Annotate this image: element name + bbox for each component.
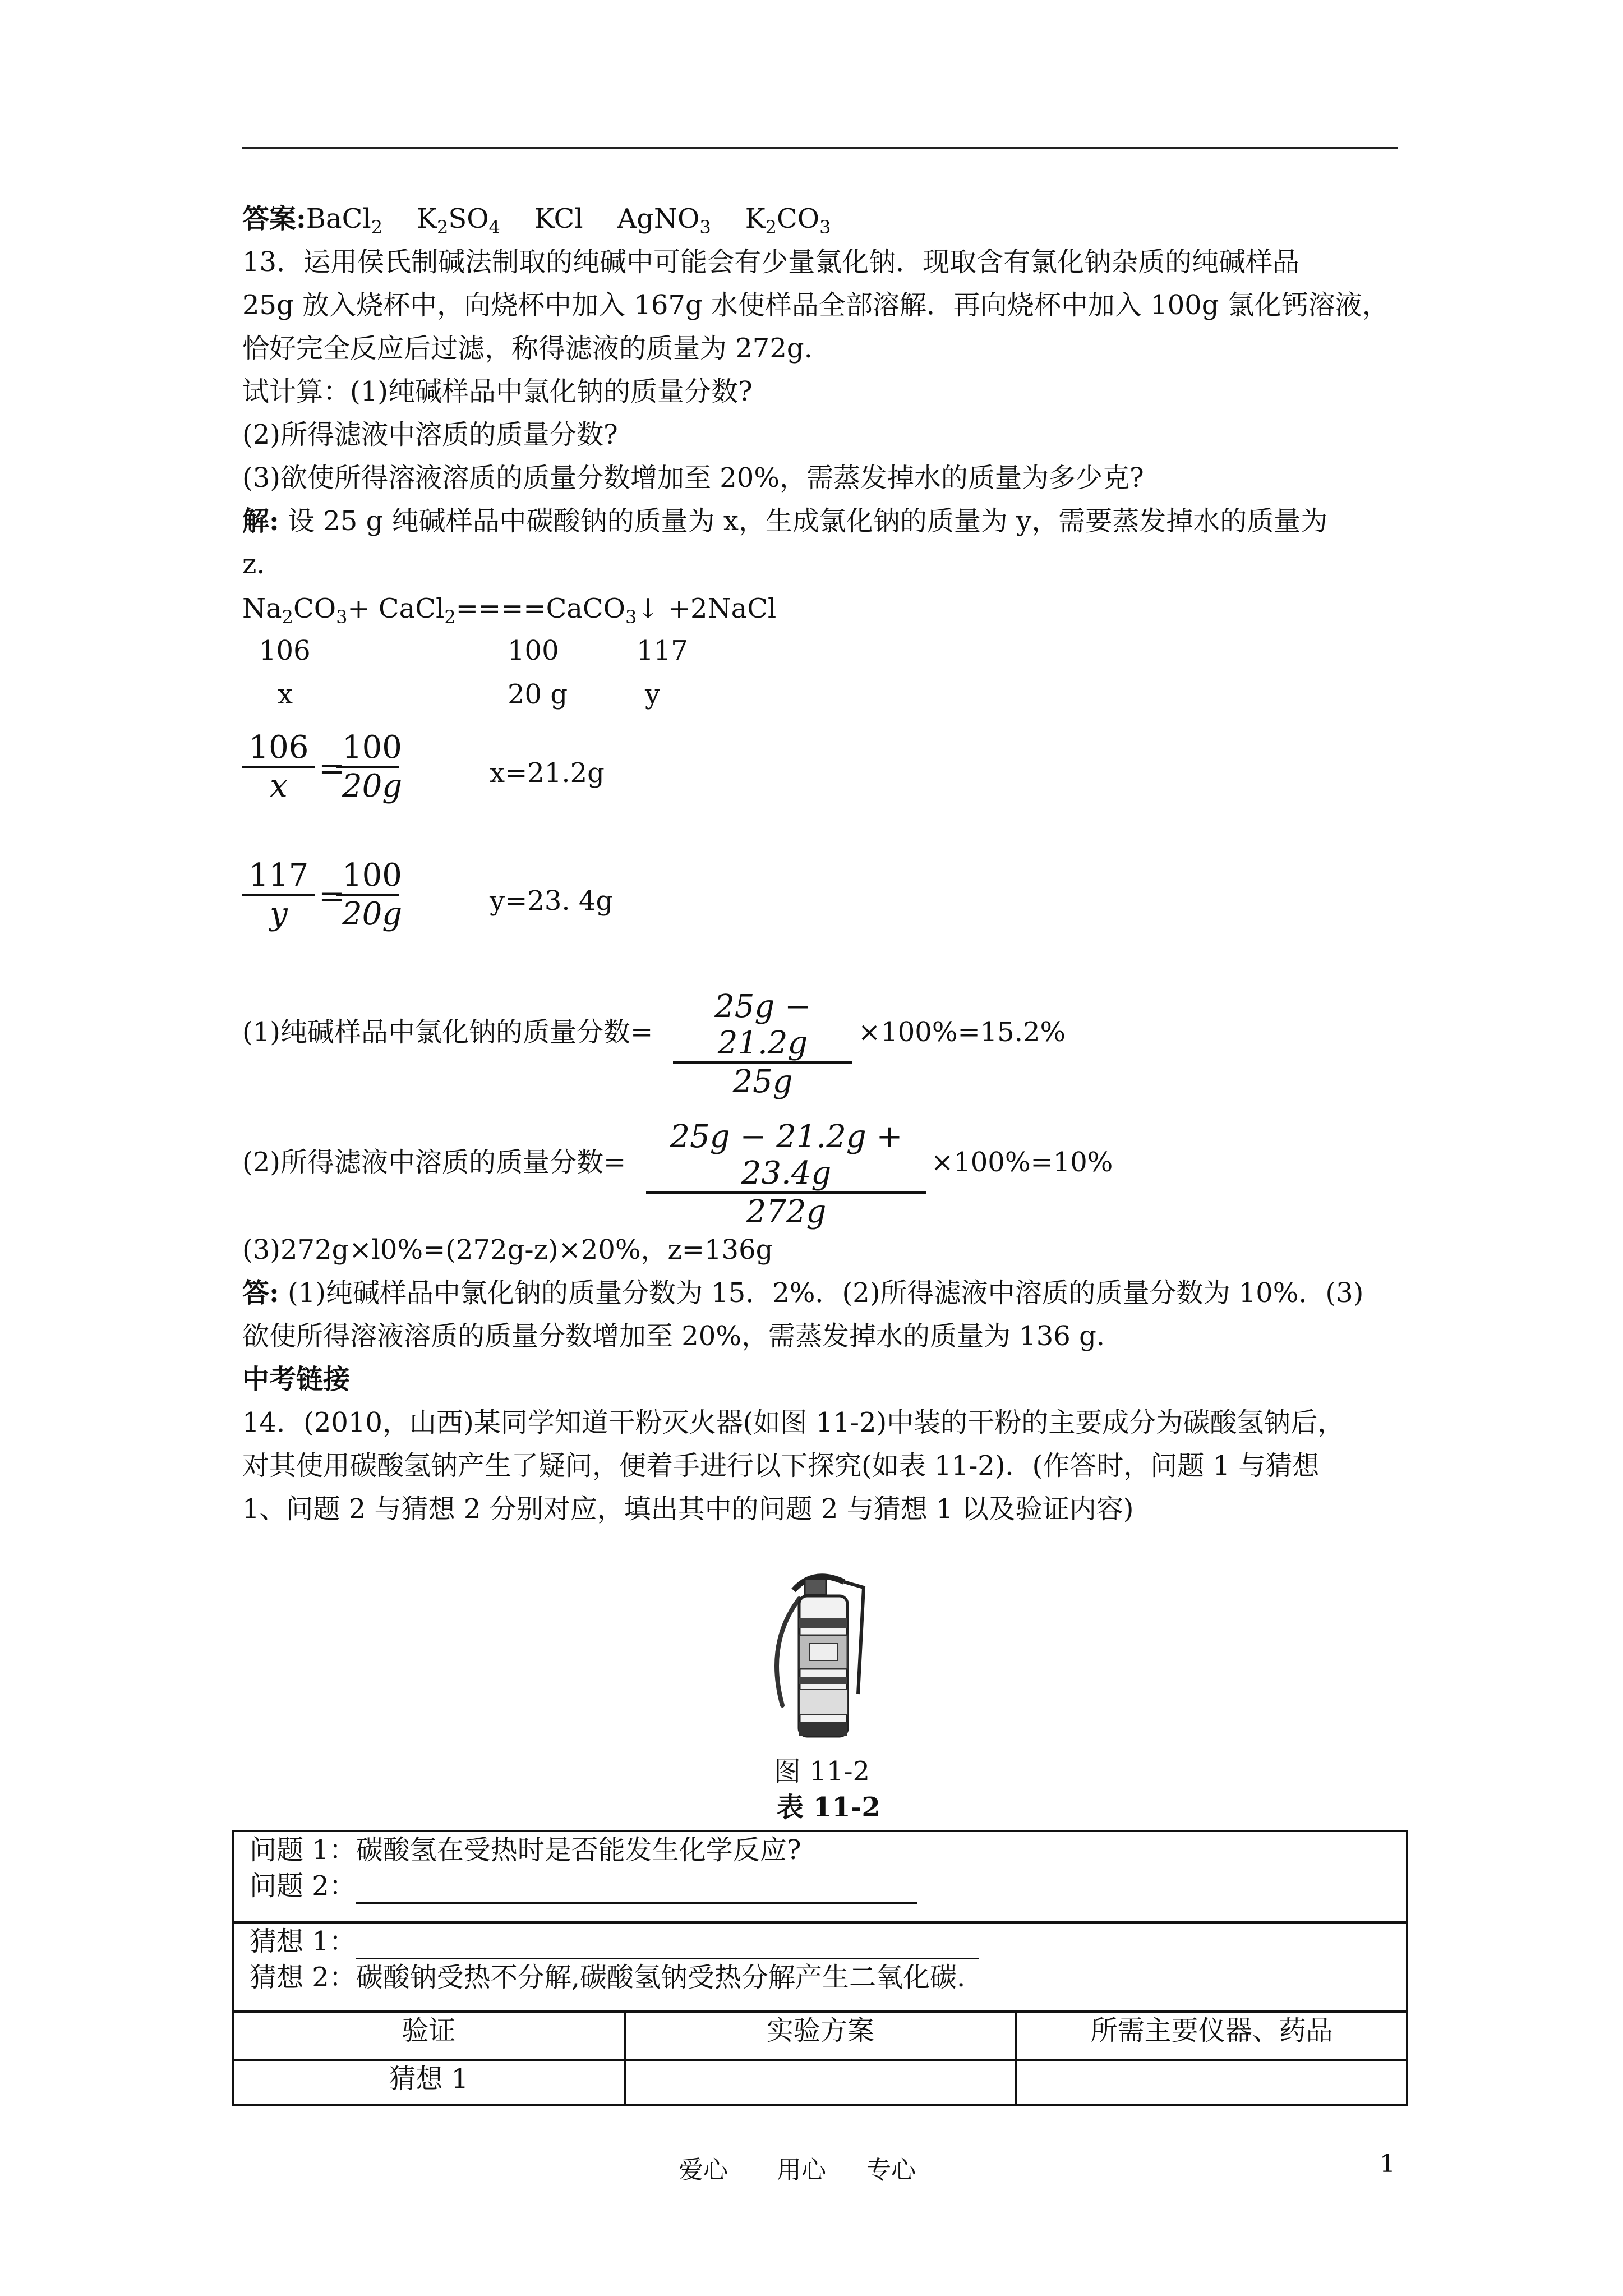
var-x: x <box>278 679 293 710</box>
q13-line3: 恰好完全反应后过滤，称得滤液的质量为 272g. <box>242 333 813 364</box>
result-x: x=21.2g <box>490 757 605 789</box>
fraction-117-over-y: $\frac{117}{y}$ <box>242 857 315 932</box>
q13-line1: 13．运用侯氏制碱法制取的纯碱中可能会有少量氯化钠．现取含有氯化钠杂质的纯碱样品 <box>242 246 1300 278</box>
fraction-100-over-20g: $\frac{100}{20g}$ <box>336 729 399 804</box>
final-answer-line1: 答: (1)纯碱样品中氯化钠的质量分数为 15．2%．(2)所得滤液中溶质的质量分数为 10%．(3) <box>242 1277 1364 1309</box>
equals-sign: = <box>319 751 345 787</box>
guess-2: 猜想 2：碳酸钠受热不分解,碳酸氢钠受热分解产生二氧化碳. <box>250 1962 966 1993</box>
guess-1-label: 猜想 1： <box>250 1926 356 1957</box>
guess-1-row <box>250 1924 1390 1959</box>
question-2-label: 问题 2： <box>250 1870 356 1902</box>
guess-cell <box>233 1922 1407 2012</box>
fire-extinguisher-illustration <box>760 1565 872 1745</box>
solution-line2: z. <box>242 549 265 580</box>
q14-line2: 对其使用碳酸氢钠产生了疑问，便着手进行以下探究(如表 11-2)．(作答时，问题 1 与猜想 <box>242 1450 1320 1481</box>
answer-label: 答案: <box>242 203 306 234</box>
mass-117: 117 <box>637 635 688 666</box>
section-title: 中考链接 <box>242 1364 351 1395</box>
equals-sign: = <box>319 878 345 915</box>
footer-motto-1: 爱心 <box>679 2156 728 2184</box>
question-cell <box>233 1831 1407 1922</box>
table-title: 表 11-2 <box>777 1792 880 1823</box>
calc1-label: (1)纯碱样品中氯化钠的质量分数= <box>242 1016 653 1048</box>
mass-100: 100 <box>508 635 559 666</box>
row-guess-1-plan[interactable] <box>625 2060 1017 2105</box>
q13-ask3: (3)欲使所得溶液溶质的质量分数增加至 20%，需蒸发掉水的质量为多少克? <box>242 462 1144 494</box>
investigation-table <box>232 1830 1408 2106</box>
calc3-line: (3)272g×l0%=(272g-z)×20%，z=136g <box>242 1234 773 1266</box>
q13-line2: 25g 放入烧杯中，向烧杯中加入 167g 水使样品全部溶解．再向烧杯中加入 100g 氯化钙溶液， <box>242 289 1389 321</box>
footer-motto-2: 用心 <box>777 2156 826 2184</box>
var-y: y <box>645 679 661 710</box>
guess-1-blank[interactable] <box>356 1933 979 1959</box>
question-1: 问题 1：碳酸氢在受热时是否能发生化学反应? <box>250 1834 801 1866</box>
row-guess-1-equipment[interactable] <box>1016 2060 1407 2105</box>
chemical-equation: $Na_2CO_3+$ CaCl$_2$====CaCO$_3$↓ +2NaCl <box>242 593 777 628</box>
final-answer-label: 答: <box>242 1277 279 1309</box>
answer-line: 答案:BaCl$_2$ $K_2SO_4$ KCl AgNO$_3$ $K_2CO_3$ <box>242 203 831 238</box>
calc2-label: (2)所得滤液中溶质的质量分数= <box>242 1147 626 1178</box>
question-2-blank[interactable] <box>356 1878 917 1904</box>
solution-label: 解: <box>242 505 279 537</box>
calc1-fraction: $\frac{25g - 21.2g}{25g}$ <box>673 988 852 1100</box>
final-answer-line2: 欲使所得溶液溶质的质量分数增加至 20%，需蒸发掉水的质量为 136 g. <box>242 1320 1105 1352</box>
calc1-result: ×100%=15.2% <box>858 1016 1066 1048</box>
question-2-row <box>250 1868 1390 1904</box>
footer-motto-3: 专心 <box>866 2156 916 2184</box>
q14-line1: 14．(2010，山西)某同学知道干粉灭火器(如图 11-2)中装的干粉的主要成分为碳酸氢钠后， <box>242 1407 1345 1438</box>
row-guess-1: 猜想 1 <box>233 2060 625 2105</box>
page-number: 1 <box>1380 2150 1395 2178</box>
calc2-result: ×100%=10% <box>931 1147 1113 1178</box>
header-equipment: 所需主要仪器、药品 <box>1016 2012 1407 2060</box>
figure-caption: 图 11-2 <box>774 1756 870 1787</box>
fraction-100-over-20g: $\frac{100}{20g}$ <box>336 857 399 932</box>
solution-line1: 解: 设 25 g 纯碱样品中碳酸钠的质量为 x，生成氯化钠的质量为 y，需要蒸发掉水的质量为 <box>242 505 1328 537</box>
header-rule <box>242 147 1398 149</box>
result-y: y=23. 4g <box>490 885 614 917</box>
header-verify: 验证 <box>233 2012 625 2060</box>
mass-106: 106 <box>259 635 311 666</box>
header-plan: 实验方案 <box>625 2012 1017 2060</box>
var-20g: 20 g <box>508 679 568 710</box>
calc2-fraction: $\frac{25g - 21.2g + 23.4g}{272g}$ <box>646 1119 926 1230</box>
fraction-106-over-x: $\frac{106}{x}$ <box>242 729 315 804</box>
q13-ask2: (2)所得滤液中溶质的质量分数? <box>242 419 618 450</box>
q14-line3: 1、问题 2 与猜想 2 分别对应，填出其中的问题 2 与猜想 1 以及验证内容) <box>242 1493 1134 1525</box>
q13-ask1: 试计算：(1)纯碱样品中氯化钠的质量分数? <box>242 376 753 407</box>
